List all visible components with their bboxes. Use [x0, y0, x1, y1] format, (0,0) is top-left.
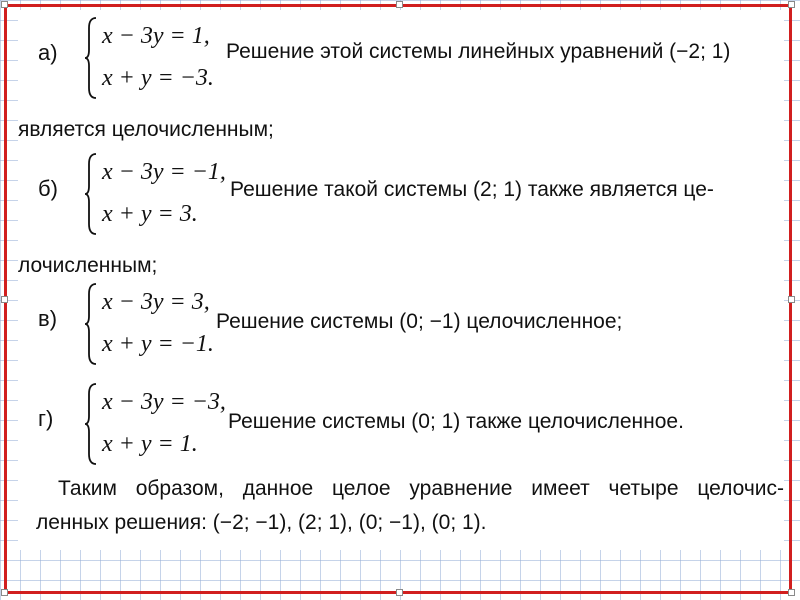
resize-handle-middle-left[interactable]	[1, 296, 8, 303]
curly-brace-icon	[84, 382, 98, 466]
equation-1: x − 3y = 1,	[102, 23, 210, 49]
continuation-text: лочисленным;	[18, 254, 158, 277]
equation-2: x + y = 1.	[102, 431, 198, 457]
resize-handle-bottom-right[interactable]	[788, 589, 795, 596]
curly-brace-icon	[84, 282, 98, 366]
system-label: б)	[38, 176, 58, 201]
system-b	[18, 152, 784, 236]
continuation-text: является целочисленным;	[18, 118, 274, 141]
curly-brace-icon	[84, 152, 98, 236]
document-page	[18, 10, 784, 550]
system-c	[18, 282, 784, 366]
equation-2: x + y = 3.	[102, 201, 198, 227]
resize-handle-bottom-left[interactable]	[1, 589, 8, 596]
solution-text: Решение такой системы (2; 1) также является це-	[230, 178, 714, 201]
solution-text: Решение системы (0; 1) также целочисленное.	[228, 410, 684, 433]
conclusion-paragraph	[36, 472, 784, 540]
equation-1: x − 3y = −1,	[102, 159, 226, 185]
equation-1: x − 3y = −3,	[102, 389, 226, 415]
curly-brace-icon	[84, 16, 98, 100]
solution-text: Решение системы (0; −1) целочисленное;	[216, 310, 623, 333]
equation-2: x + y = −3.	[102, 65, 214, 91]
equation-2: x + y = −1.	[102, 331, 214, 357]
resize-handle-middle-right[interactable]	[788, 296, 795, 303]
conclusion-line-1: Таким образом, данное целое уравнение имеет четыре целочис-	[58, 477, 784, 500]
equation-1: x − 3y = 3,	[102, 289, 210, 315]
resize-handle-top-right[interactable]	[788, 1, 795, 8]
system-label: в)	[38, 306, 58, 331]
resize-handle-top-left[interactable]	[1, 1, 8, 8]
resize-handle-bottom-center[interactable]	[396, 589, 403, 596]
system-d	[18, 382, 784, 466]
solution-text: Решение этой системы линейных уравнений (−2; 1)	[226, 40, 731, 63]
system-label: г)	[38, 406, 54, 431]
system-label: а)	[38, 40, 58, 65]
conclusion-line-2: ленных решения: (−2; −1), (2; 1), (0; −1), (0; 1).	[36, 511, 487, 534]
system-a	[18, 16, 784, 100]
resize-handle-top-center[interactable]	[396, 1, 403, 8]
